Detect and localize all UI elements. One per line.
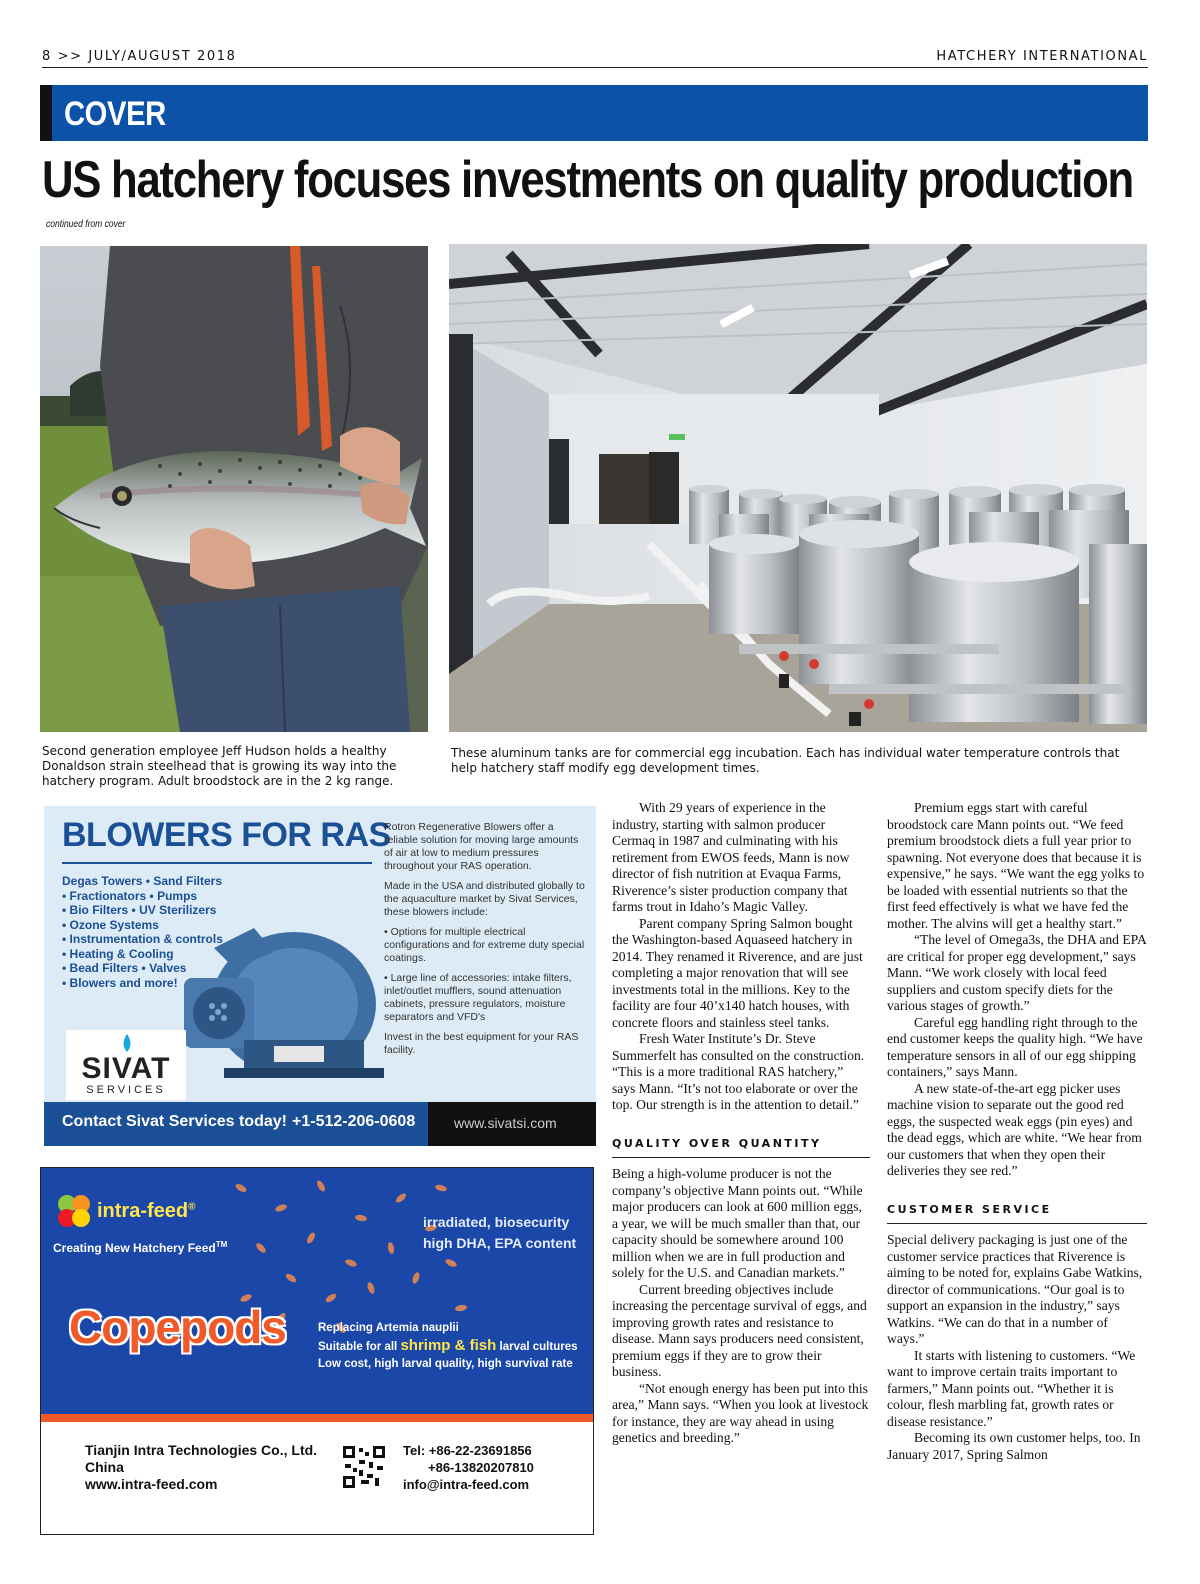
company-name: Tianjin Intra Technologies Co., Ltd. [85, 1442, 318, 1458]
copepods-title: Copepods [69, 1301, 286, 1353]
ad-sivat-contact-bar [44, 1102, 428, 1146]
ad-sivat-paragraph: Rotron Regenerative Blowers offer a reliable solution for moving large amounts of air at low to medium pressures throughout your RAS operation. [384, 821, 579, 872]
intra-feed-company [85, 1442, 317, 1493]
ad-intra-feed-stripe [41, 1414, 593, 1422]
feature-line: irradiated, biosecurity [423, 1214, 570, 1230]
service-item: • Heating & Cooling [62, 946, 174, 961]
copepods-line: Replacing Artemia nauplii [318, 1322, 459, 1334]
copepods-highlight: shrimp & fish [400, 1337, 497, 1354]
service-item: • Blowers and more! [62, 975, 178, 990]
continued-note: continued from cover [46, 219, 126, 230]
ad-sivat-blowers[interactable] [44, 806, 596, 1146]
article-paragraph: A new state-of-the-art egg picker uses machine vision to separate out the good red eggs, the suspected weak eggs (pin eyes) and the dead eggs, which are white. “We hear from our customers that when they open their deliveries they see red.” [887, 1080, 1142, 1178]
ad-sivat-copy [384, 821, 588, 1064]
contact-tel-1[interactable]: Tel: +86-22-23691856 [403, 1443, 532, 1458]
registered-mark: ® [188, 1201, 196, 1213]
subhead-customer-service: CUSTOMER SERVICE [887, 1202, 1147, 1225]
article-paragraph: With 29 years of experience in the industry, starting with salmon producer Cermaq in 1987 and culminating with his retirement from EWOS feeds, Mann is now director of fish nutrition at Evaqua Farms, Riverence’s sister production company that farms trout in Idaho’s Magic Valley. [612, 800, 850, 914]
article-paragraph: Premium eggs start with careful broodstock care Mann points out. “We feed premium broodstock diets a full year prior to spawning. Not everyone does that because it is expensive,” he says. “We want the egg yolks to be loaded with essential nutrients so that the first feed effectively is what we have fed the mother. The alvins will get a healthy start.” [887, 800, 1145, 931]
article-column-right [887, 800, 1147, 1463]
intra-feed-tagline [53, 1240, 227, 1255]
copepods-copy [318, 1320, 590, 1373]
service-item: • Instrumentation & controls [62, 932, 223, 946]
ad-sivat-url-bar [428, 1102, 596, 1146]
copepods-line-part: Suitable for all [318, 1341, 398, 1353]
sivat-logo [66, 1030, 186, 1100]
intra-feed-brand-name: intra-feed [97, 1200, 189, 1222]
article-paragraph: Current breeding objectives include increasing the percentage survival of eggs, and improving growth rates and resistance to disease. Mann says producers need consistent, premium eggs if they are to grow their business. [612, 1281, 867, 1379]
folio-issue: 8 >> JULY/AUGUST 2018 [42, 49, 237, 64]
blower-product-image [184, 908, 394, 1093]
headline: US hatchery focuses investments on quality production [42, 151, 1133, 209]
service-item: • Bead Filters • Valves [62, 961, 187, 975]
photo-steelhead [40, 246, 428, 732]
ad-sivat-contact: Contact Sivat Services today! [62, 1113, 287, 1130]
contact-email[interactable]: info@intra-feed.com [403, 1477, 530, 1492]
sivat-logo-sub: SERVICES [86, 1084, 166, 1096]
article-paragraph: “Not enough energy has been put into this area,” Mann says. “When you look at livestock for instance, they are way ahead in using genetics and breeding.” [612, 1380, 869, 1445]
folio-publication: HATCHERY INTERNATIONAL [936, 49, 1148, 64]
section-label: COVER [64, 95, 166, 133]
intra-feed-brand [97, 1200, 196, 1223]
ad-sivat-paragraph: • Options for multiple electrical configurations and for extreme duty special coatings. [384, 926, 585, 964]
water-drop-icon [120, 1034, 134, 1052]
ad-sivat-url[interactable]: www.sivatsi.com [454, 1115, 557, 1131]
subhead-quality: QUALITY OVER QUANTITY [612, 1136, 870, 1159]
copepods-line [318, 1337, 590, 1356]
article-paragraph: Fresh Water Institute’s Dr. Steve Summerfelt has consulted on the construction. “This is a more traditional RAS hatchery,” says Mann. “It’s not too elaborate or over the top. Our strength is in the attention to detail.” [612, 1031, 865, 1112]
trademark-mark: TM [215, 1240, 228, 1249]
copepods-line-part: larval cultures [499, 1341, 578, 1353]
photo-caption-right: These aluminum tanks are for commercial egg incubation. Each has individual water temperature controls that help hatchery staff modify egg development times. [451, 746, 1120, 775]
article-paragraph: It starts with listening to customers. “We want to improve certain traits important to farmers,” Mann points out. “Whether it is colour, flesh marbling fat, growth rates or disease resistance.” [887, 1347, 1136, 1429]
ad-intra-feed-banner [41, 1168, 593, 1414]
article-paragraph: Being a high-volume producer is not the company’s objective Mann points out. “While major producers can look at 600 million eggs, a year, we will be much smaller than that, our capacity should be somewhere around 100 million when we are in full production and solely for the U.S. and Canadian markets.” [612, 1166, 863, 1280]
contact-tel-2[interactable]: +86-13820207810 [428, 1460, 534, 1475]
ad-sivat-phone[interactable]: +1-512-206-0608 [292, 1113, 416, 1130]
ad-sivat-paragraph: Invest in the best equipment for your RAS facility. [384, 1031, 579, 1056]
article-column-middle [612, 800, 870, 1447]
article-paragraph: Becoming its own customer helps, too. In January 2017, Spring Salmon [887, 1430, 1141, 1462]
article-paragraph: “The level of Omega3s, the DHA and EPA are critical for proper egg development,” says Mann. “We work closely with local feed suppliers and custom specify diets for the various stages of growth.” [887, 932, 1147, 1013]
ad-intra-feed[interactable] [40, 1167, 594, 1535]
sivat-logo-name: SIVAT [81, 1052, 171, 1085]
ad-sivat-title: BLOWERS FOR RAS [62, 816, 391, 854]
company-website[interactable]: www.intra-feed.com [85, 1476, 218, 1492]
service-item: • Bio Filters • UV Sterilizers [62, 903, 217, 917]
intra-feed-tagline-text: Creating New Hatchery Feed [53, 1241, 216, 1255]
photo-caption-left: Second generation employee Jeff Hudson holds a healthy Donaldson strain steelhead that is growing its way into the hatchery program. Adult broodstock are in the 2 kg range. [42, 744, 397, 788]
qr-code-icon[interactable] [343, 1446, 385, 1488]
article-paragraph: Parent company Spring Salmon bought the Washington-based Aquaseed hatchery in 2014. They renamed it Riverence, and are just completing a major renovation that will see investments total in the millions. Key to the facility are four 40’x140 hatch houses, with concrete floors and stainless steel tanks. [612, 915, 863, 1030]
intra-feed-contact [403, 1442, 534, 1493]
feature-line: high DHA, EPA content [423, 1235, 577, 1251]
article-paragraph: Special delivery packaging is just one of the customer service practices that Riverence is aiming to be noted for, explains Gabe Watkins, director of communications. “Our goal is to support an expansion in the industry,” says Watkins. “We can do that in a number of ways.” [887, 1232, 1143, 1346]
ad-sivat-rule [62, 862, 372, 864]
ad-sivat-paragraph: • Large line of accessories: intake filters, inlet/outlet mufflers, sound attenuation cabinets, pressure regulators, moisture separators and VFD's [384, 972, 572, 1023]
photo-incubation-tanks [449, 244, 1147, 732]
article-paragraph: Careful egg handling right through to the end customer keeps the quality high. “We have temperature sensors in all of our egg shipping containers,” says Mann. [887, 1014, 1143, 1079]
section-banner [40, 85, 1148, 141]
service-item: Degas Towers • Sand Filters [62, 874, 223, 888]
service-item: • Fractionators • Pumps [62, 888, 198, 903]
page-folio [42, 48, 1148, 68]
intra-feed-features [423, 1212, 576, 1254]
copepods-line: Low cost, high larval quality, high survival rate [318, 1358, 573, 1370]
ad-sivat-paragraph: Made in the USA and distributed globally to the aquaculture market by Sivat Services, these blowers include: [384, 880, 585, 918]
intra-feed-logo-icon [53, 1190, 95, 1232]
company-country: China [85, 1459, 124, 1475]
service-item: • Ozone Systems [62, 917, 159, 932]
